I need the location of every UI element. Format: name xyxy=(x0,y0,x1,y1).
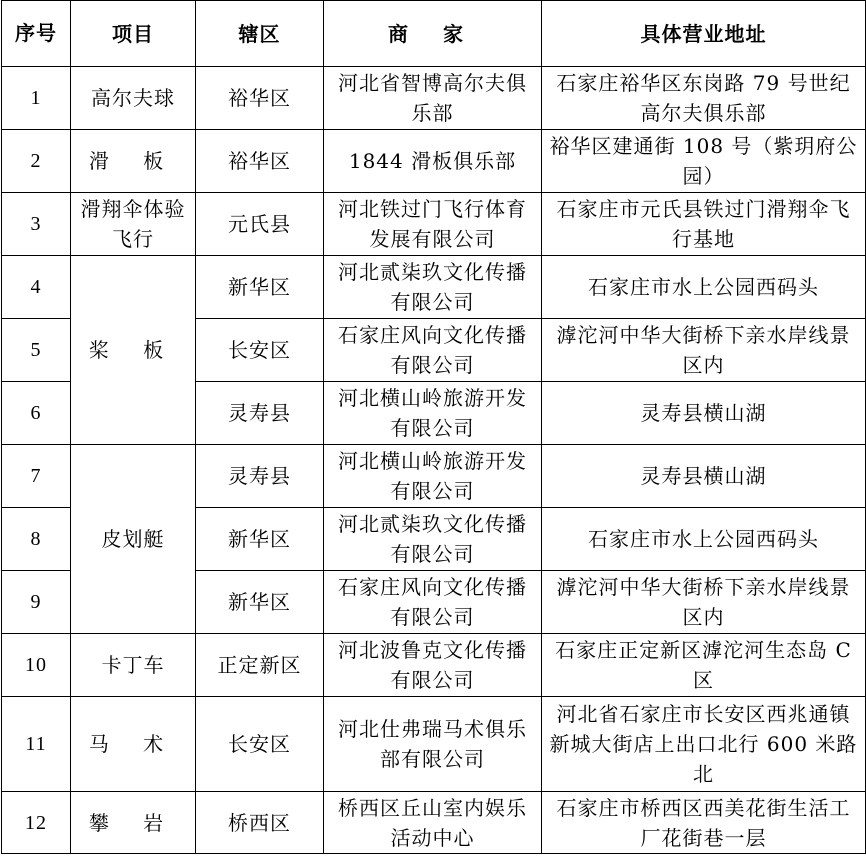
item-cell: 桨 板 xyxy=(71,256,196,445)
district-cell: 灵寿县 xyxy=(196,445,324,508)
row-number: 7 xyxy=(2,445,71,508)
merchant-cell: 石家庄风向文化传播有限公司 xyxy=(324,319,542,382)
district-cell: 新华区 xyxy=(196,571,324,634)
merchant-cell: 河北横山岭旅游开发有限公司 xyxy=(324,382,542,445)
item-cell: 攀 岩 xyxy=(71,792,196,854)
district-cell: 正定新区 xyxy=(196,634,324,697)
table-row xyxy=(2,697,866,792)
item-cell: 滑翔伞体验飞行 xyxy=(71,193,196,256)
merchant-cell: 河北省智博高尔夫俱乐部 xyxy=(324,67,542,130)
district-cell: 裕华区 xyxy=(196,130,324,193)
merchant-cell: 河北波鲁克文化传播有限公司 xyxy=(324,634,542,697)
address-cell: 石家庄裕华区东岗路 79 号世纪高尔夫俱乐部 xyxy=(542,67,866,130)
table-row xyxy=(2,256,866,319)
row-number: 9 xyxy=(2,571,71,634)
row-number: 12 xyxy=(2,792,71,854)
table-row xyxy=(2,792,866,854)
merchant-cell: 石家庄风向文化传播有限公司 xyxy=(324,571,542,634)
district-cell: 灵寿县 xyxy=(196,382,324,445)
table-row xyxy=(2,130,866,193)
district-cell: 元氏县 xyxy=(196,193,324,256)
merchant-cell: 河北横山岭旅游开发有限公司 xyxy=(324,445,542,508)
table-row xyxy=(2,67,866,130)
item-cell: 高尔夫球 xyxy=(71,67,196,130)
merchant-cell: 河北铁过门飞行体育发展有限公司 xyxy=(324,193,542,256)
merchant-cell: 1844 滑板俱乐部 xyxy=(324,130,542,193)
item-cell: 滑 板 xyxy=(71,130,196,193)
district-cell: 裕华区 xyxy=(196,67,324,130)
header-address: 具体营业地址 xyxy=(542,1,866,67)
address-cell: 河北省石家庄市长安区西兆通镇新城大街店上出口北行 600 米路北 xyxy=(542,697,866,792)
address-cell: 灵寿县横山湖 xyxy=(542,382,866,445)
address-cell: 石家庄正定新区滹沱河生态岛 C 区 xyxy=(542,634,866,697)
table-row xyxy=(2,193,866,256)
address-cell: 石家庄市元氏县铁过门滑翔伞飞行基地 xyxy=(542,193,866,256)
item-cell: 卡丁车 xyxy=(71,634,196,697)
row-number: 1 xyxy=(2,67,71,130)
merchant-cell: 河北仕弗瑞马术俱乐部有限公司 xyxy=(324,697,542,792)
merchant-cell: 河北贰柒玖文化传播有限公司 xyxy=(324,508,542,571)
merchant-cell: 河北贰柒玖文化传播有限公司 xyxy=(324,256,542,319)
district-cell: 新华区 xyxy=(196,256,324,319)
header-item: 项目 xyxy=(71,1,196,67)
item-cell: 马 术 xyxy=(71,697,196,792)
address-cell: 裕华区建通街 108 号（紫玥府公园） xyxy=(542,130,866,193)
district-cell: 桥西区 xyxy=(196,792,324,854)
row-number: 6 xyxy=(2,382,71,445)
address-cell: 石家庄市桥西区西美花街生活工厂花街巷一层 xyxy=(542,792,866,854)
row-number: 8 xyxy=(2,508,71,571)
address-cell: 滹沱河中华大街桥下亲水岸线景区内 xyxy=(542,571,866,634)
item-cell: 皮划艇 xyxy=(71,445,196,634)
district-cell: 长安区 xyxy=(196,697,324,792)
district-cell: 长安区 xyxy=(196,319,324,382)
district-cell: 新华区 xyxy=(196,508,324,571)
merchant-table xyxy=(1,0,866,854)
header-seq: 序号 xyxy=(2,1,71,67)
table-header-row xyxy=(2,1,866,67)
address-cell: 石家庄市水上公园西码头 xyxy=(542,256,866,319)
address-cell: 滹沱河中华大街桥下亲水岸线景区内 xyxy=(542,319,866,382)
table-row xyxy=(2,445,866,508)
header-district: 辖区 xyxy=(196,1,324,67)
merchant-cell: 桥西区丘山室内娱乐活动中心 xyxy=(324,792,542,854)
row-number: 4 xyxy=(2,256,71,319)
table-row xyxy=(2,634,866,697)
address-cell: 灵寿县横山湖 xyxy=(542,445,866,508)
row-number: 2 xyxy=(2,130,71,193)
row-number: 10 xyxy=(2,634,71,697)
row-number: 5 xyxy=(2,319,71,382)
header-merchant: 商 家 xyxy=(324,1,542,67)
row-number: 3 xyxy=(2,193,71,256)
row-number: 11 xyxy=(2,697,71,792)
address-cell: 石家庄市水上公园西码头 xyxy=(542,508,866,571)
